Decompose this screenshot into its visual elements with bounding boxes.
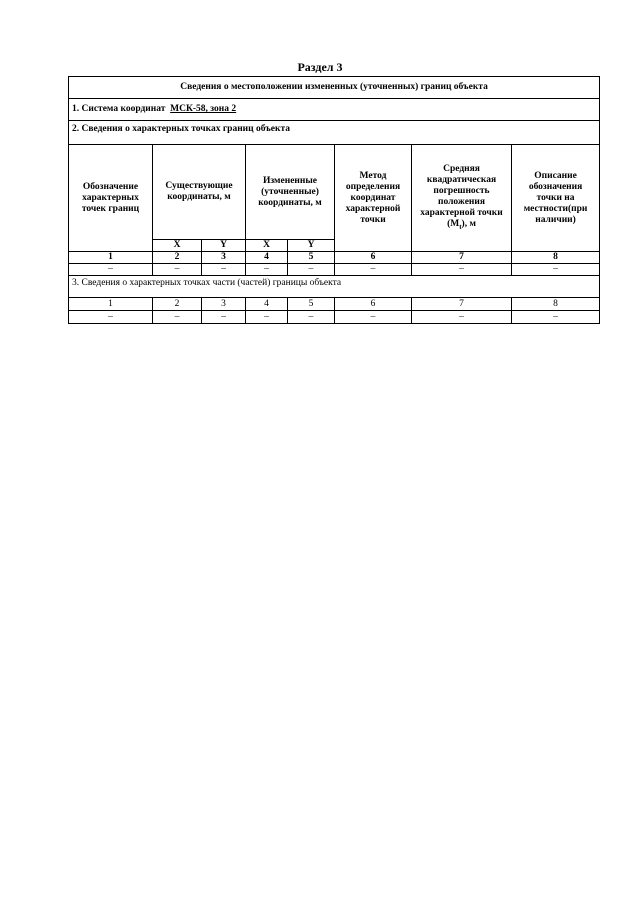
empty-cell: – [69, 264, 153, 276]
col-x1: X [153, 240, 202, 252]
col-changed: Измененные (уточненные) координаты, м [246, 145, 335, 240]
number-cell: 8 [512, 252, 600, 264]
part-number-cell: 8 [512, 298, 600, 311]
part-empty-row [69, 311, 600, 324]
coord-system-label: 1. Система координат [72, 104, 166, 114]
coord-system-value: МСК-58, зона 2 [170, 104, 237, 114]
part-number-cell: 5 [288, 298, 335, 311]
number-cell: 3 [202, 252, 246, 264]
empty-cell: – [288, 264, 335, 276]
part-heading: 3. Сведения о характерных точках части (частей) границы объекта [69, 276, 600, 298]
empty-cell: – [512, 264, 600, 276]
empty-row [69, 264, 600, 276]
numbers-row [69, 252, 600, 264]
part-empty-cell: – [288, 311, 335, 324]
part-empty-cell: – [202, 311, 246, 324]
empty-cell: – [202, 264, 246, 276]
part-number-cell: 1 [69, 298, 153, 311]
number-cell: 6 [335, 252, 412, 264]
number-cell: 5 [288, 252, 335, 264]
col-error [412, 145, 512, 252]
empty-cell: – [153, 264, 202, 276]
part-number-cell: 6 [335, 298, 412, 311]
col-y1: Y [202, 240, 246, 252]
part-number-cell: 2 [153, 298, 202, 311]
empty-cell: – [246, 264, 288, 276]
empty-cell: – [412, 264, 512, 276]
col-x2: X [246, 240, 288, 252]
number-cell: 2 [153, 252, 202, 264]
col-designation: Обозначение характерных точек границ [69, 145, 153, 252]
part-empty-cell: – [335, 311, 412, 324]
part-empty-cell: – [153, 311, 202, 324]
part-empty-cell: – [512, 311, 600, 324]
number-cell: 1 [69, 252, 153, 264]
col-error-sub: t [459, 222, 462, 231]
part-empty-cell: – [412, 311, 512, 324]
number-cell: 7 [412, 252, 512, 264]
section-title: Раздел 3 [297, 60, 343, 74]
col-error-text: Средняя квадратическая погрешность положения характерной точки (M [420, 163, 503, 229]
coord-system-row [69, 99, 600, 121]
col-error-suffix: ), м [461, 218, 476, 229]
col-method: Метод определения координат характерной точки [335, 145, 412, 252]
part-number-cell: 3 [202, 298, 246, 311]
col-existing: Существующие координаты, м [153, 145, 246, 240]
part-number-cell: 7 [412, 298, 512, 311]
part-numbers-row [69, 298, 600, 311]
part-number-cell: 4 [246, 298, 288, 311]
col-y2: Y [288, 240, 335, 252]
col-description: Описание обозначения точки на местности(при наличии) [512, 145, 600, 252]
part-empty-cell: – [246, 311, 288, 324]
table-heading: Сведения о местоположении измененных (уточненных) границ объекта [69, 77, 600, 99]
boundary-table [68, 76, 600, 324]
part-empty-cell: – [69, 311, 153, 324]
points-heading: 2. Сведения о характерных точках границ объекта [69, 121, 600, 145]
empty-cell: – [335, 264, 412, 276]
number-cell: 4 [246, 252, 288, 264]
